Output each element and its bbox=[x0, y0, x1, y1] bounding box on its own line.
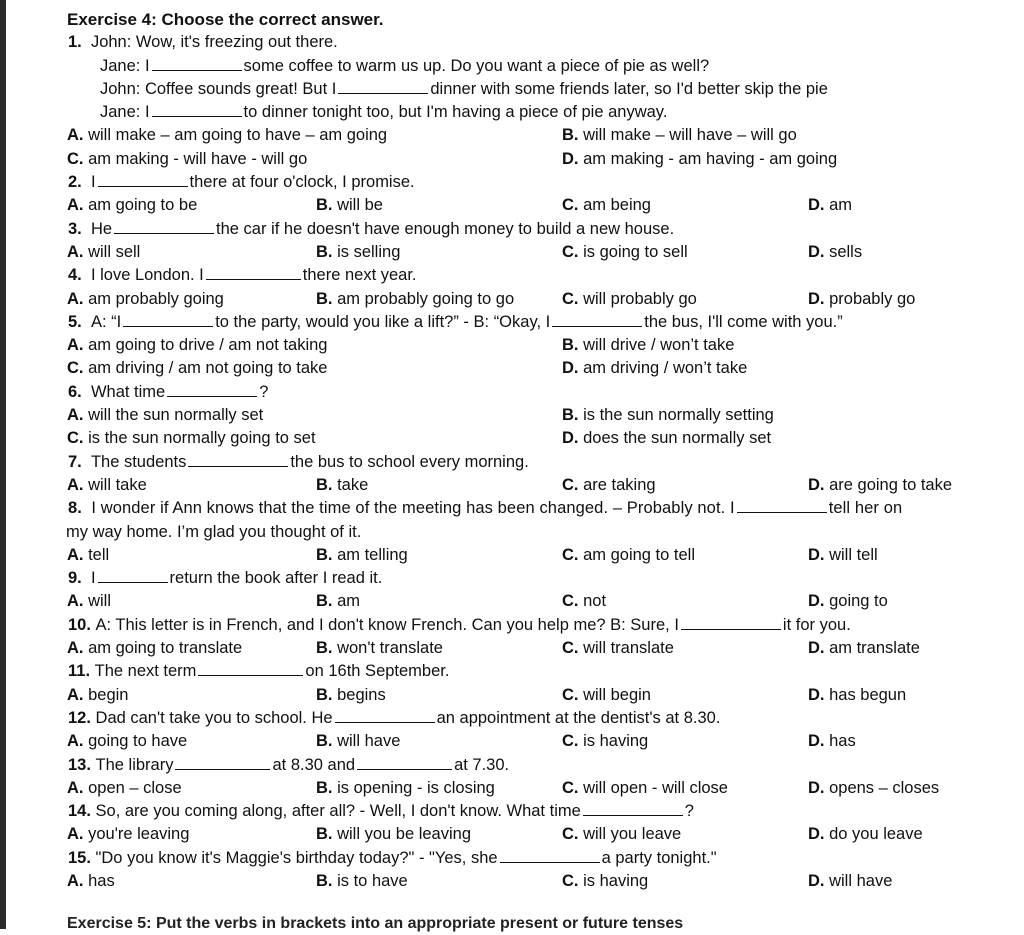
exercise-title: Exercise 4: Choose the correct answer. bbox=[67, 10, 384, 29]
option-a[interactable]: A. will sell bbox=[67, 242, 141, 261]
dialogue-line bbox=[0, 55, 1024, 78]
question-text: A: “I bbox=[90, 312, 122, 331]
question-12 bbox=[0, 707, 1024, 730]
options-row bbox=[0, 590, 1024, 613]
option-c[interactable]: C. am driving / am not going to take bbox=[67, 359, 328, 378]
option-c[interactable]: C. will open - will close bbox=[562, 778, 728, 797]
option-d[interactable]: D. does the sun normally set bbox=[562, 429, 772, 448]
question-text: ? bbox=[259, 382, 269, 401]
answer-blank[interactable] bbox=[737, 498, 827, 513]
question-text: Dad can't take you to school. He bbox=[95, 708, 333, 727]
answer-blank[interactable] bbox=[357, 755, 452, 770]
options-row bbox=[0, 124, 1024, 147]
option-b[interactable]: B. take bbox=[316, 475, 369, 494]
answer-blank[interactable] bbox=[152, 102, 242, 117]
answer-blank[interactable] bbox=[114, 219, 214, 234]
question-text: I bbox=[90, 569, 96, 588]
option-d[interactable]: D. opens – closes bbox=[808, 778, 940, 797]
option-b[interactable]: B. will be bbox=[316, 196, 383, 215]
question-text: the bus, I'll come with you.” bbox=[644, 312, 843, 331]
question-number: 5. bbox=[68, 312, 82, 331]
question-9 bbox=[0, 567, 1024, 590]
option-a[interactable]: A. you're leaving bbox=[67, 825, 190, 844]
dialogue-text: Jane: I bbox=[100, 56, 150, 75]
question-number: 8. bbox=[68, 499, 82, 518]
question-number: 12. bbox=[68, 708, 91, 727]
option-b[interactable]: B. will have bbox=[316, 732, 401, 751]
question-8-continued: my way home. I’m glad you thought of it. bbox=[66, 522, 362, 541]
question-number: 7. bbox=[68, 452, 82, 471]
dialogue-text: dinner with some friends later, so I'd better skip the pie bbox=[430, 79, 828, 98]
option-c[interactable]: C. will begin bbox=[562, 685, 651, 704]
option-b[interactable]: B. is the sun normally setting bbox=[562, 406, 774, 425]
option-c[interactable]: C. will probably go bbox=[562, 289, 697, 308]
option-b[interactable]: B. is opening - is closing bbox=[316, 778, 495, 797]
question-text: I bbox=[90, 173, 96, 192]
question-2 bbox=[0, 171, 1024, 194]
question-14 bbox=[0, 800, 1024, 823]
answer-blank[interactable] bbox=[500, 848, 600, 863]
answer-blank[interactable] bbox=[167, 382, 257, 397]
option-d[interactable]: D. has begun bbox=[808, 685, 907, 704]
option-d[interactable]: D. am making - am having - am going bbox=[562, 149, 838, 168]
options-row bbox=[0, 427, 1024, 450]
question-7 bbox=[0, 451, 1024, 474]
question-text: John: Wow, it's freezing out there. bbox=[90, 33, 338, 52]
option-a[interactable]: A. will make – am going to have – am going bbox=[67, 126, 388, 145]
options-row bbox=[0, 194, 1024, 217]
answer-blank[interactable] bbox=[335, 708, 435, 723]
question-number: 3. bbox=[68, 219, 82, 238]
answer-blank[interactable] bbox=[338, 79, 428, 94]
question-11 bbox=[0, 660, 1024, 683]
question-text: there next year. bbox=[302, 266, 417, 285]
answer-blank[interactable] bbox=[188, 452, 288, 467]
dialogue-text: Jane: I bbox=[100, 103, 150, 122]
answer-blank[interactable] bbox=[583, 801, 683, 816]
option-d[interactable]: D. sells bbox=[808, 242, 863, 261]
question-text: at 7.30. bbox=[454, 755, 510, 774]
option-b[interactable]: B. will drive / won’t take bbox=[562, 336, 735, 355]
question-text: I wonder if Ann knows that the time of the meeting has been changed. – Probably not. I bbox=[91, 499, 735, 518]
options-row bbox=[0, 777, 1024, 800]
options-row bbox=[0, 474, 1024, 497]
next-exercise-title: Exercise 5: Put the verbs in brackets into an appropriate present or future tenses bbox=[67, 915, 684, 932]
option-a[interactable]: A. has bbox=[67, 871, 115, 890]
question-text: on 16th September. bbox=[305, 662, 450, 681]
options-row bbox=[0, 684, 1024, 707]
option-a[interactable]: A. begin bbox=[67, 685, 129, 704]
question-text: an appointment at the dentist's at 8.30. bbox=[436, 708, 721, 727]
dialogue-text: some coffee to warm us up. Do you want a piece of pie as well? bbox=[243, 56, 710, 75]
question-text: it for you. bbox=[782, 615, 851, 634]
option-d[interactable]: D. am bbox=[808, 196, 853, 215]
option-d[interactable]: D. am translate bbox=[808, 639, 920, 658]
options-row bbox=[0, 730, 1024, 753]
question-number: 14. bbox=[68, 802, 91, 821]
answer-blank[interactable] bbox=[206, 265, 301, 280]
question-text: return the book after I read it. bbox=[169, 569, 383, 588]
option-c[interactable]: C. am going to tell bbox=[562, 545, 695, 564]
option-c[interactable]: C. am making - will have - will go bbox=[67, 149, 308, 168]
option-b[interactable]: B. am bbox=[316, 592, 361, 611]
answer-blank[interactable] bbox=[152, 56, 242, 71]
option-b[interactable]: B. won't translate bbox=[316, 639, 443, 658]
option-d[interactable]: D. has bbox=[808, 732, 856, 751]
options-row bbox=[0, 148, 1024, 171]
question-6 bbox=[0, 381, 1024, 404]
option-d[interactable]: D. are going to take bbox=[808, 475, 953, 494]
question-text: ? bbox=[684, 802, 694, 821]
question-text: I love London. I bbox=[90, 266, 204, 285]
question-text: there at four o'clock, I promise. bbox=[189, 173, 415, 192]
option-d[interactable]: D. do you leave bbox=[808, 825, 923, 844]
option-b[interactable]: B. will you be leaving bbox=[316, 825, 472, 844]
option-b[interactable]: B. begins bbox=[316, 685, 386, 704]
question-13 bbox=[0, 754, 1024, 777]
question-text: He bbox=[90, 219, 113, 238]
answer-blank[interactable] bbox=[681, 615, 781, 630]
question-text: a party tonight." bbox=[601, 848, 717, 867]
option-a[interactable]: A. will the sun normally set bbox=[67, 406, 264, 425]
question-text: A: This letter is in French, and I don't know French. Can you help me? B: Sure, I bbox=[95, 615, 679, 634]
question-text: So, are you coming along, after all? - Well, I don't know. What time bbox=[95, 802, 581, 821]
answer-blank[interactable] bbox=[198, 661, 303, 676]
question-number: 9. bbox=[68, 569, 82, 588]
option-a[interactable]: A. am going to drive / am not taking bbox=[67, 336, 328, 355]
question-5 bbox=[0, 311, 1024, 334]
question-10 bbox=[0, 614, 1024, 637]
option-b[interactable]: B. will make – will have – will go bbox=[562, 126, 797, 145]
question-3 bbox=[0, 218, 1024, 241]
option-b[interactable]: B. is to have bbox=[316, 871, 408, 890]
question-number: 4. bbox=[68, 266, 82, 285]
question-text: the car if he doesn't have enough money to build a new house. bbox=[216, 219, 675, 238]
question-text: The students bbox=[90, 452, 187, 471]
question-number: 13. bbox=[68, 755, 91, 774]
question-text: "Do you know it's Maggie's birthday today?" - "Yes, she bbox=[95, 848, 498, 867]
option-c[interactable]: C. is going to sell bbox=[562, 242, 688, 261]
option-c[interactable]: C. will translate bbox=[562, 639, 674, 658]
question-number: 1. bbox=[68, 33, 82, 52]
dialogue-line bbox=[0, 101, 1024, 124]
option-c[interactable]: C. not bbox=[562, 592, 607, 611]
question-8 bbox=[0, 497, 1024, 520]
option-c[interactable]: C. are taking bbox=[562, 475, 656, 494]
options-row bbox=[0, 334, 1024, 357]
question-number: 15. bbox=[68, 848, 91, 867]
question-text: The next term bbox=[94, 662, 197, 681]
question-15 bbox=[0, 847, 1024, 870]
option-c[interactable]: C. is having bbox=[562, 732, 649, 751]
question-number: 11. bbox=[68, 662, 91, 681]
option-a[interactable]: A. open – close bbox=[67, 778, 182, 797]
options-row bbox=[0, 544, 1024, 567]
dialogue-line bbox=[0, 78, 1024, 101]
question-number: 2. bbox=[68, 173, 82, 192]
question-text: What time bbox=[90, 382, 166, 401]
options-row bbox=[0, 637, 1024, 660]
question-1 bbox=[0, 31, 1024, 54]
option-a[interactable]: A. will bbox=[67, 592, 112, 611]
question-text: at 8.30 and bbox=[272, 755, 356, 774]
option-a[interactable]: A. am going to be bbox=[67, 196, 198, 215]
option-c[interactable]: C. is having bbox=[562, 871, 649, 890]
answer-blank[interactable] bbox=[552, 312, 642, 327]
dialogue-text: John: Coffee sounds great! But I bbox=[100, 79, 337, 98]
question-number: 10. bbox=[68, 615, 91, 634]
option-a[interactable]: A. will take bbox=[67, 475, 147, 494]
option-a[interactable]: A. tell bbox=[67, 545, 110, 564]
option-b[interactable]: B. is selling bbox=[316, 242, 401, 261]
option-d[interactable]: D. will tell bbox=[808, 545, 878, 564]
question-text: to the party, would you like a lift?” - B: “Okay, I bbox=[215, 312, 551, 331]
options-row bbox=[0, 870, 1024, 893]
option-d[interactable]: D. am driving / won’t take bbox=[562, 359, 748, 378]
option-c[interactable]: C. am being bbox=[562, 196, 651, 215]
option-c[interactable]: C. will you leave bbox=[562, 825, 682, 844]
options-row bbox=[0, 357, 1024, 380]
options-row bbox=[0, 288, 1024, 311]
option-d[interactable]: D. probably go bbox=[808, 289, 916, 308]
answer-blank[interactable] bbox=[175, 755, 270, 770]
option-a[interactable]: A. going to have bbox=[67, 732, 188, 751]
dialogue-text: to dinner tonight too, but I'm having a piece of pie anyway. bbox=[243, 103, 668, 122]
worksheet bbox=[0, 8, 1024, 893]
answer-blank[interactable] bbox=[123, 312, 213, 327]
options-row bbox=[0, 241, 1024, 264]
option-b[interactable]: B. am probably going to go bbox=[316, 289, 515, 308]
option-c[interactable]: C. is the sun normally going to set bbox=[67, 429, 316, 448]
question-4 bbox=[0, 264, 1024, 287]
question-text: the bus to school every morning. bbox=[290, 452, 529, 471]
option-d[interactable]: D. going to bbox=[808, 592, 888, 611]
question-text: The library bbox=[95, 755, 174, 774]
option-b[interactable]: B. am telling bbox=[316, 545, 408, 564]
options-row bbox=[0, 404, 1024, 427]
option-a[interactable]: A. am going to translate bbox=[67, 639, 243, 658]
option-d[interactable]: D. will have bbox=[808, 871, 893, 890]
option-a[interactable]: A. am probably going bbox=[67, 289, 224, 308]
question-number: 6. bbox=[68, 382, 82, 401]
question-text: tell her on bbox=[828, 499, 903, 518]
answer-blank[interactable] bbox=[98, 172, 188, 187]
options-row bbox=[0, 823, 1024, 846]
answer-blank[interactable] bbox=[98, 568, 168, 583]
